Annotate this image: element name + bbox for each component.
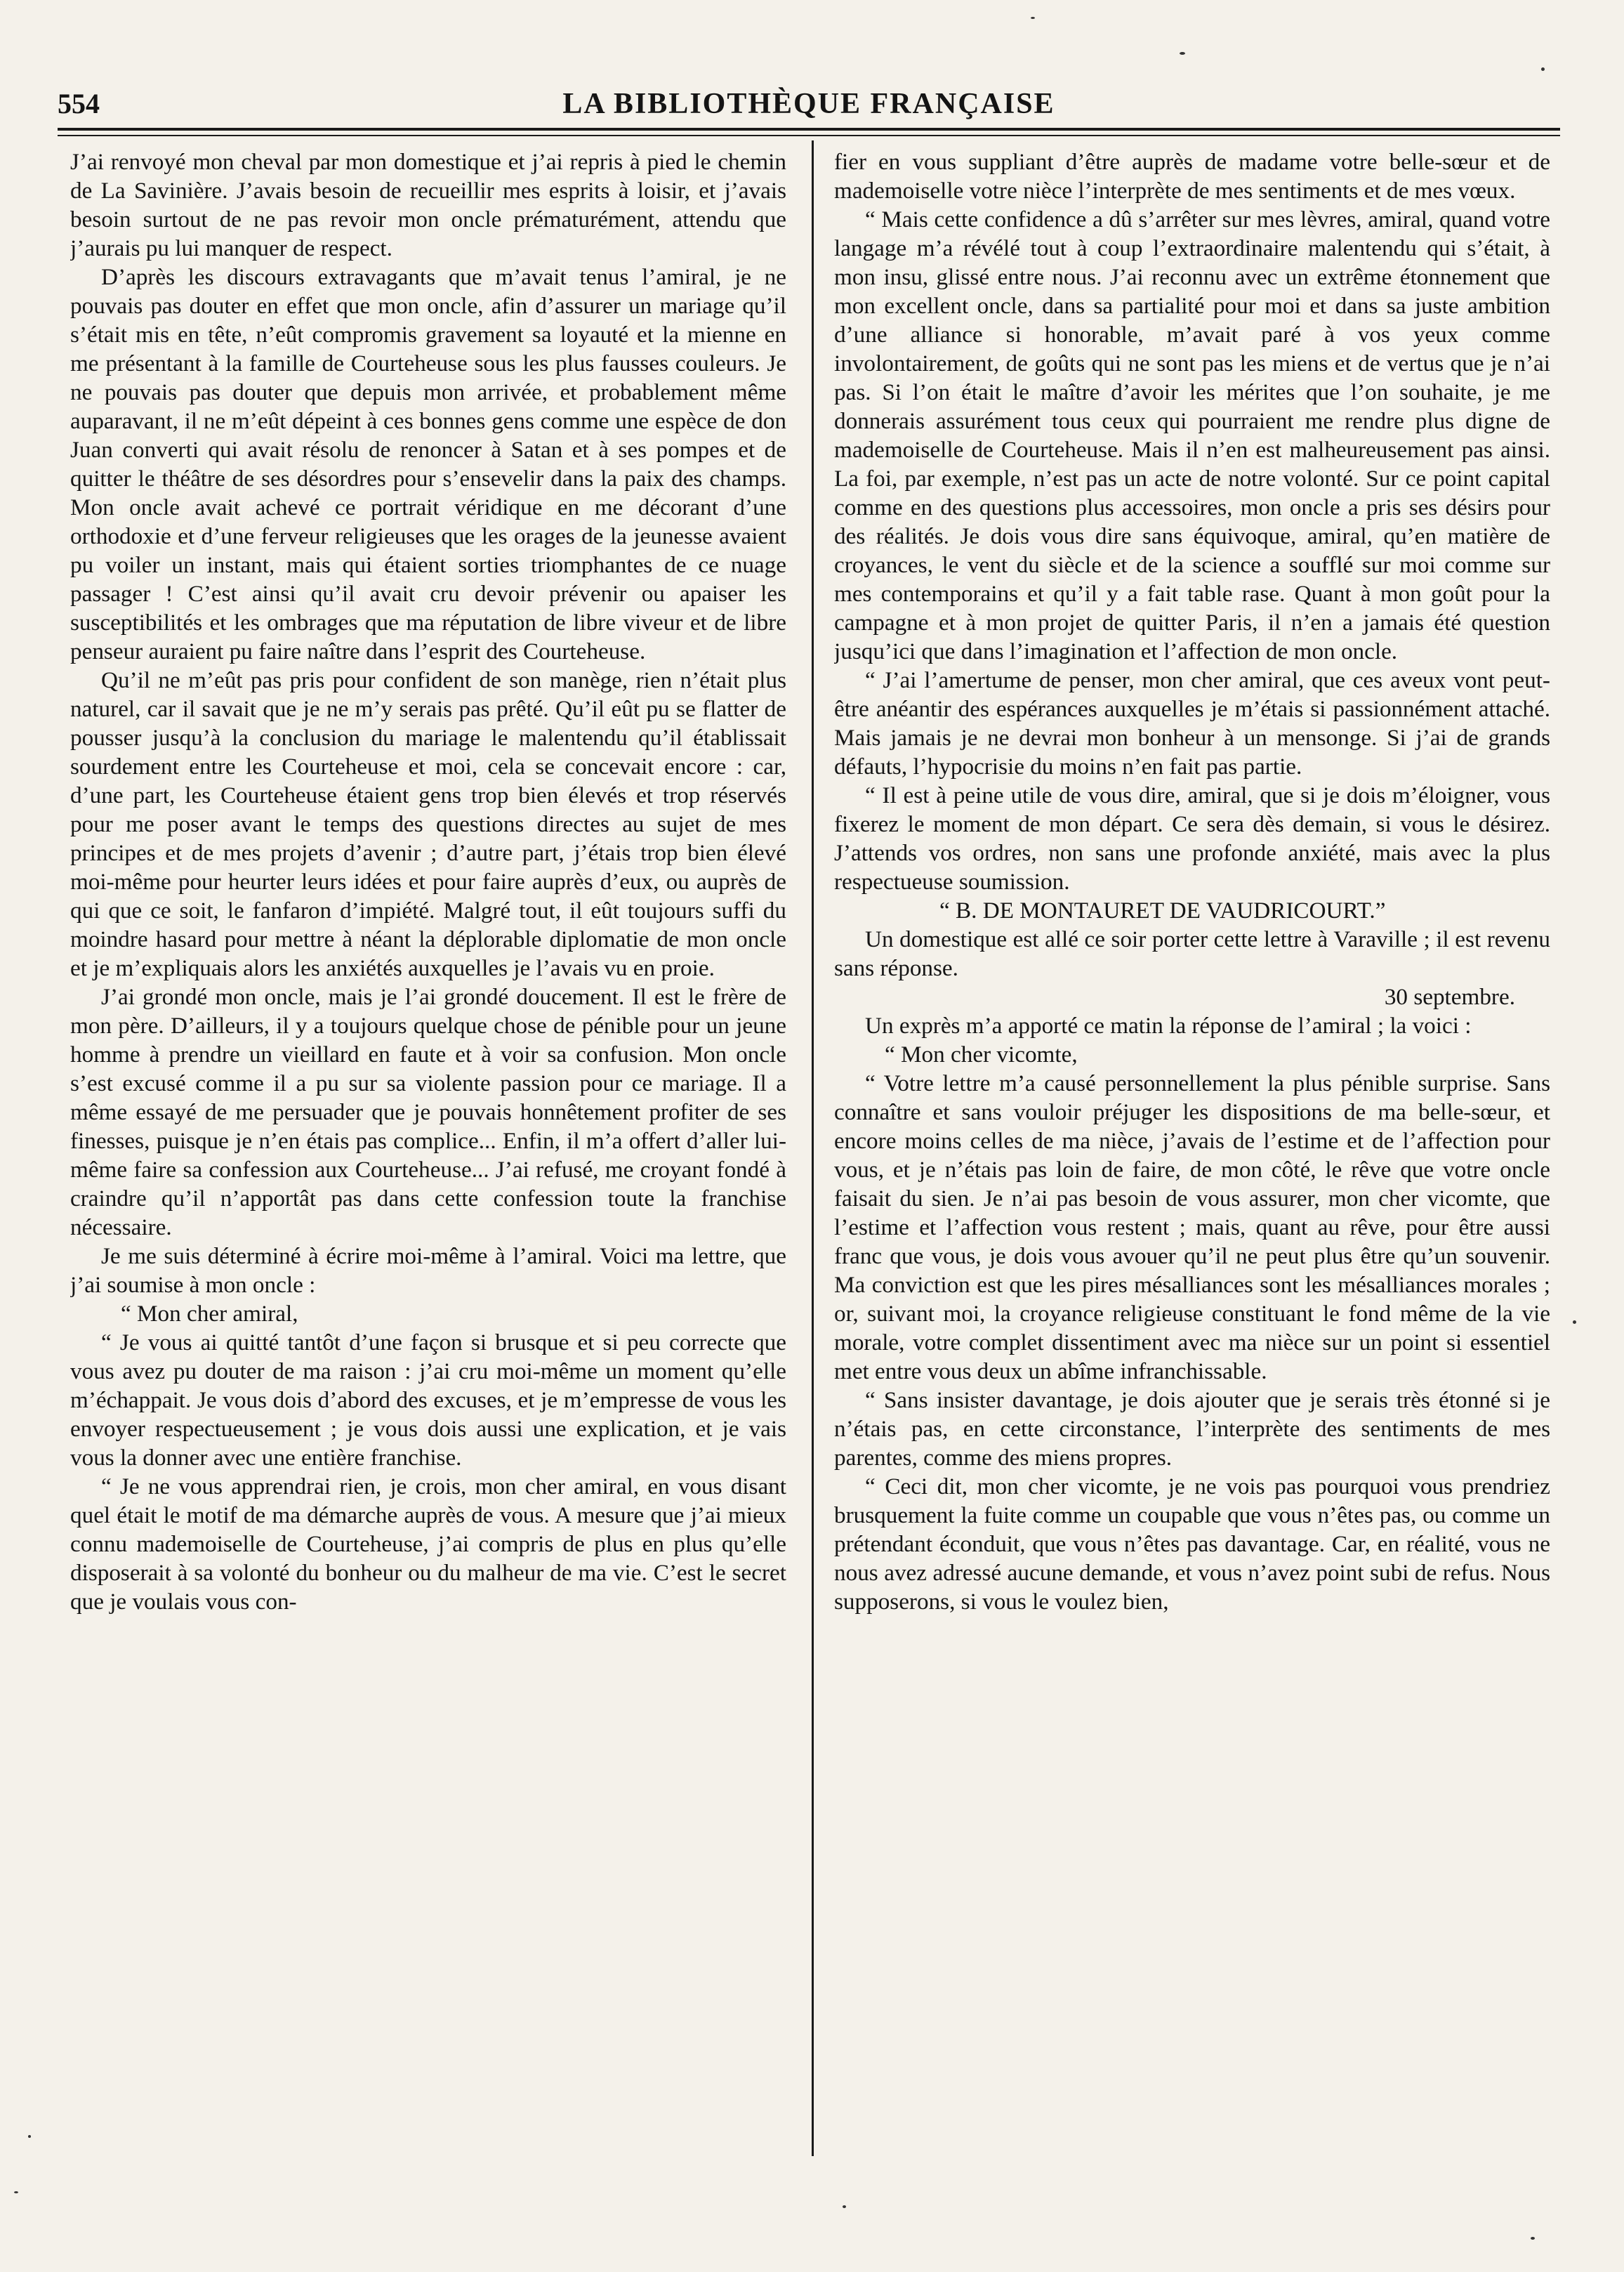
paragraph: Qu’il ne m’eût pas pris pour confident de son manège, rien n’était plus naturel, car il savait que je ne m’y serais pas prêté. Qu’il eût pu se flatter de pousser jusqu’à la conclusion du mariage le malentendu qu’il établissait sourdement entre les Courteheuse et moi, cela se concevait encore : car, d’une part, les Courteheuse étaient gens trop bien élevés et trop réservés pour me poser avant le temps des questions directes au sujet de mes principes et de mes projets d’avenir ; d’autre part, j’étais trop bien élevé moi-même pour heurter leurs idées et pour faire auprès d’eux, ou auprès de qui que ce soit, le fanfaron d’impiété. Malgré tout, il eût toujours suffi du moindre hasard pour mettre à néant la déplorable diplomatie de mon oncle et je m’expliquais alors les anxiétés auxquelles je l’avais vu en proie. bbox=[70, 667, 786, 981]
paragraph: “ Sans insister davantage, je dois ajouter que je serais très étonné si je n’étais pas, en cette circonstance, l’interprète des sentiments de mes parentes, comme des miens propres. bbox=[834, 1387, 1550, 1471]
letter-salutation: “ Mon cher vicomte, bbox=[885, 1042, 1078, 1068]
paragraph: “ J’ai l’amertume de penser, mon cher amiral, que ces aveux vont peut-être anéantir des espérances auxquelles je m’étais si passionnément attaché. Mais jamais je ne devrai mon bonheur à un mensonge. Si j’ai de grands défauts, l’hypocrisie du moins n’en fait pas partie. bbox=[834, 667, 1550, 780]
header-rule-thin bbox=[58, 135, 1560, 136]
paragraph: Un exprès m’a apporté ce matin la réponse de l’amiral ; la voici : bbox=[865, 1013, 1472, 1039]
paragraph: “ Votre lettre m’a causé personnellement la plus pénible surprise. Sans connaître et sans vouloir préjuger les dispositions de ma belle-sœur, et encore moins celles de ma nièce, j’avais de l’estime et de l’affection pour vous, et je n’étais pas loin de faire, de mon côté, le rêve que votre oncle faisait du sien. Je n’ai pas besoin de vous assurer, mon cher vicomte, que l’estime et l’affection vous restent ; mais, quant au rêve, pour être aussi franc que vous, je dois vous avouer qu’il ne peut plus être qu’un souvenir. Ma conviction est que les pires mésalliances sont les mésalliances morales ; or, suivant moi, la croyance religieuse constituant le fond même de la vie morale, votre complet dissentiment avec ma nièce sur un point si essentiel met entre vous deux un abîme infranchissable. bbox=[834, 1070, 1550, 1384]
paragraph: fier en vous suppliant d’être auprès de madame votre belle-sœur et de mademoiselle votre nièce l’interprète de mes sentiments et de mes vœux. bbox=[834, 149, 1550, 204]
paragraph: “ Il est à peine utile de vous dire, amiral, que si je dois m’éloigner, vous fixerez le moment de mon départ. Ce sera dès demain, si vous le désirez. J’attends vos ordres, non sans une profonde anxiété, mais avec la plus respectueuse soumission. bbox=[834, 782, 1550, 895]
speck bbox=[1031, 17, 1035, 19]
column-separator bbox=[812, 140, 814, 2156]
letter-signature: “ B. DE MONTAURET DE VAUDRICOURT.” bbox=[939, 898, 1386, 924]
speck bbox=[1573, 1320, 1576, 1324]
right-column bbox=[834, 147, 1550, 2156]
speck bbox=[28, 2135, 31, 2138]
date-line: 30 septembre. bbox=[1384, 984, 1515, 1010]
paragraph: Je me suis déterminé à écrire moi-même à l’amiral. Voici ma lettre, que j’ai soumise à mon oncle : bbox=[70, 1243, 786, 1298]
header-rule bbox=[58, 128, 1560, 131]
paragraph: J’ai grondé mon oncle, mais je l’ai grondé doucement. Il est le frère de mon père. D’ailleurs, il y a toujours quelque chose de pénible pour un jeune homme à prendre un vieillard en faute et à voir sa confusion. Mon oncle s’est excusé comme il a pu sur sa violente passion pour ce mariage. Il a même essayé de me persuader que je pouvais honnêtement profiter de ses finesses, puisque je n’en étais pas complice... Enfin, il m’a offert d’aller lui-même faire sa confession aux Courteheuse... J’ai refusé, me croyant fondé à craindre qu’il n’apportât pas dans cette confession toute la franchise nécessaire. bbox=[70, 984, 786, 1240]
paragraph: “ Mais cette confidence a dû s’arrêter sur mes lèvres, amiral, quand votre langage m’a révélé tout à coup l’extraordinaire malentendu qui s’était, à mon insu, glissé entre nous. J’ai reconnu avec un extrême étonnement que mon excellent oncle, dans sa partialité pour moi et dans sa juste ambition d’une alliance si honorable, m’avait paré à vos yeux comme involontairement, de goûts qui ne sont pas les miens et de vertus que je n’ai pas. Si l’on était le maître d’avoir les mérites que l’on souhaite, je me donnerais assurément tous ceux qui pourraient me rendre plus digne de mademoiselle de Courteheuse. Mais il n’en est malheureusement pas ainsi. La foi, par exemple, n’est pas un acte de notre volonté. Sur ce point capital comme en des questions plus accessoires, mon oncle a pris ses désirs pour des réalités. Je dois vous dire sans équivoque, amiral, qu’en matière de croyances, le vent du siècle et de la science a soufflé sur moi comme sur mes contemporains et qu’il y a fait table rase. Quant à mon goût pour la campagne et à mon projet de quitter Paris, il n’en a jamais été question jusqu’ici que dans l’imagination et l’affection de mon oncle. bbox=[834, 206, 1550, 664]
paragraph: J’ai renvoyé mon cheval par mon domestique et j’ai repris à pied le chemin de La Savinière. J’avais besoin de recueillir mes esprits à loisir, et j’avais besoin surtout de ne pas revoir mon oncle prématurément, attendu que j’aurais pu lui manquer de respect. bbox=[70, 149, 786, 261]
paragraph: “ Je ne vous apprendrai rien, je crois, mon cher amiral, en vous disant quel était le motif de ma démarche auprès de vous. A mesure que j’ai mieux connu mademoiselle de Courteheuse, j’ai compris de plus en plus qu’elle disposerait à sa volonté du bonheur ou du malheur de ma vie. C’est le secret que je voulais vous con- bbox=[70, 1473, 786, 1615]
left-column bbox=[70, 147, 786, 2156]
paragraph: “ Je vous ai quitté tantôt d’une façon si brusque et si peu correcte que vous avez pu douter de ma raison : j’ai cru moi-même un moment qu’elle m’échappait. Je vous dois d’abord des excuses, et je m’empresse de vous les envoyer respectueusement ; je vous dois aussi une explication, et je vais vous la donner avec une entière franchise. bbox=[70, 1329, 786, 1471]
speck bbox=[14, 2191, 18, 2193]
speck bbox=[1531, 2237, 1535, 2240]
page-number: 554 bbox=[58, 88, 100, 119]
running-title: LA BIBLIOTHÈQUE FRANÇAISE bbox=[562, 88, 1055, 120]
speck bbox=[1180, 52, 1185, 55]
paragraph: Un domestique est allé ce soir porter cette lettre à Varaville ; il est revenu sans réponse. bbox=[834, 926, 1550, 981]
paragraph: “ Ceci dit, mon cher vicomte, je ne vois pas pourquoi vous prendriez brusquement la fuite comme un coupable que vous n’êtes pas, ou comme un prétendant éconduit, que vous n’êtes pas davantage. Car, en réalité, vous ne nous avez adressé aucune demande, et vous n’avez point subi de refus. Nous supposerons, si vous le voulez bien, bbox=[834, 1473, 1550, 1615]
speck bbox=[843, 2205, 846, 2208]
paragraph: D’après les discours extravagants que m’avait tenus l’amiral, je ne pouvais pas douter en effet que mon oncle, afin d’assurer un mariage qu’il s’était mis en tête, n’eût compromis gravement sa loyauté et la mienne en me présentant à la famille de Courteheuse sous les plus fausses couleurs. Je ne pouvais pas douter que depuis mon arrivée, et probablement même auparavant, il ne m’eût dépeint à ces bonnes gens comme une espèce de don Juan converti qui avait résolu de renoncer à Satan et à ses pompes et de quitter le théâtre de ses désordres pour s’ensevelir dans la paix des champs. Mon oncle avait achevé ce portrait véridique en me décorant d’une orthodoxie et d’une ferveur religieuses que les orages de la jeunesse avaient pu voiler un instant, mais qui étaient sorties triomphantes de ce nuage passager ! C’est ainsi qu’il avait cru devoir prévenir ou apaiser les susceptibilités et les ombrages que ma réputation de libre viveur et de libre penseur auraient pu faire naître dans l’esprit des Courteheuse. bbox=[70, 264, 786, 664]
speck bbox=[1541, 67, 1545, 71]
letter-salutation: “ Mon cher amiral, bbox=[121, 1301, 298, 1327]
running-header bbox=[58, 83, 1560, 125]
